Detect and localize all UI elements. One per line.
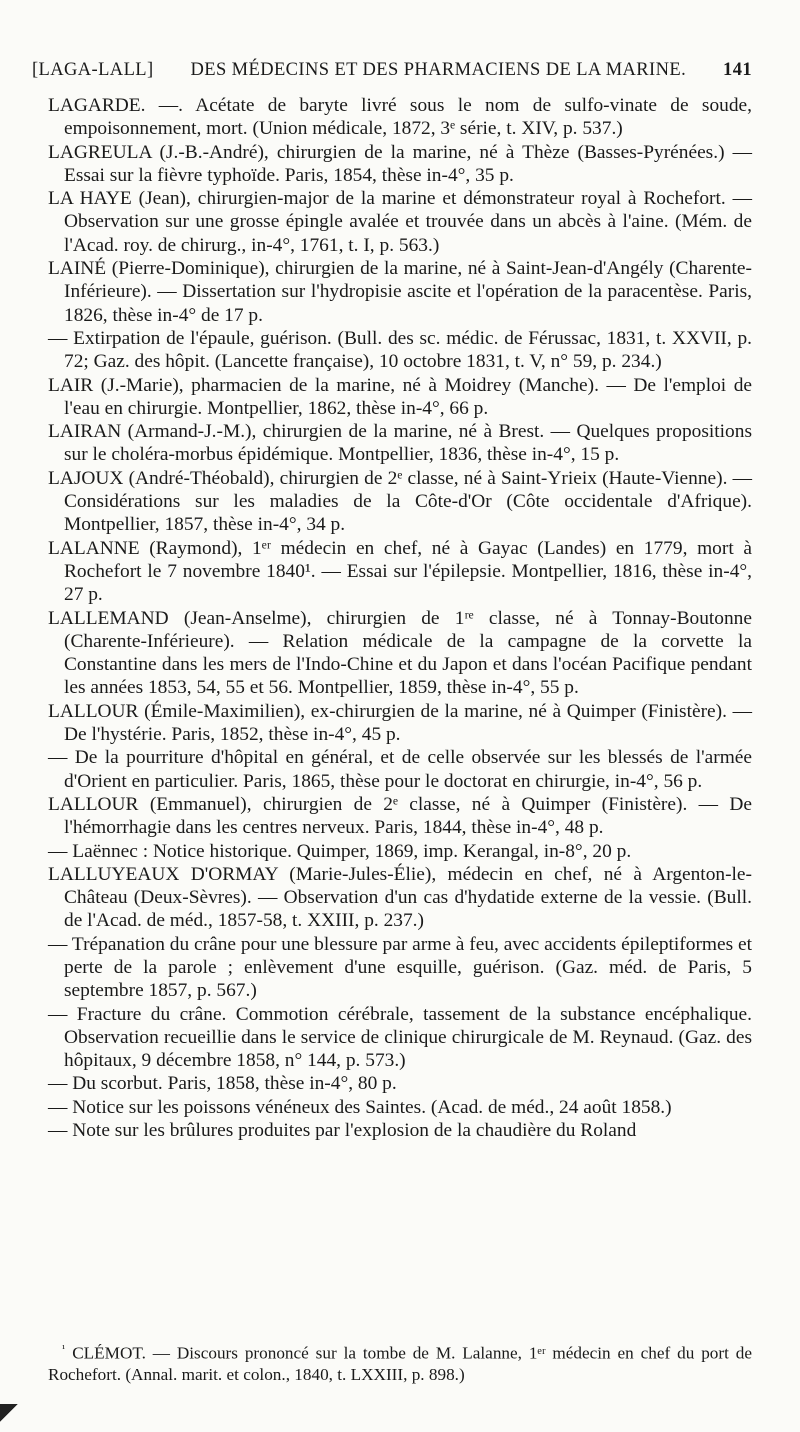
header-section-range: [LAGA-LALL]	[32, 60, 154, 80]
footnote	[48, 1339, 752, 1385]
entry-lagarde: LAGARDE. —. Acétate de baryte livré sous le nom de sulfo-vinate de soude, empoisonnement, mort. (Union médicale, 1872, 3ᵉ série, t. XIV, p. 537.)	[48, 95, 752, 140]
entry-lalluyeaux-4: — Du scorbut. Paris, 1858, thèse in-4°, 80 p.	[48, 1073, 397, 1095]
footnote-marker: ¹	[62, 1343, 66, 1356]
entry-lallour-emmanuel: LALLOUR (Emmanuel), chirurgien de 2ᵉ classe, né à Quimper (Finistère). — De l'hémorrhagie dans les centres nerveux. Paris, 1844, thèse in-4°, 48 p.	[48, 793, 752, 839]
entry-la-haye: LA HAYE (Jean), chirurgien-major de la marine et démonstrateur royal à Rochefort. — Observation sur une grosse épingle avalée et trouvée dans un abcès à l'aine. (Mém. de l'Acad. roy. de chirurg., in-4°, 1761, t. I, p. 563.)	[48, 188, 752, 256]
entry-lallour-emile-2: — De la pourriture d'hôpital en général, et de celle observée sur les blessés de l'armée d'Orient en particulier. Paris, 1865, thèse pour le doctorat en chirurgie, in-4°, 56 p.	[48, 747, 752, 792]
page-number: 141	[723, 60, 752, 80]
entry-lallour-emmanuel-2: — Laënnec : Notice historique. Quimper, 1869, imp. Kerangal, in-8°, 20 p.	[48, 840, 632, 862]
entry-lairan: LAIRAN (Armand-J.-M.), chirurgien de la marine, né à Brest. — Quelques propositions sur le choléra-morbus épidémique. Montpellier, 1836, thèse in-4°, 15 p.	[48, 421, 752, 466]
entry-lallour-emile: LALLOUR (Émile-Maximilien), ex-chirurgien de la marine, né à Quimper (Finistère). — De l'hystérie. Paris, 1852, thèse in-4°, 45 p.	[48, 700, 752, 746]
entry-lair: LAIR (J.-Marie), pharmacien de la marine, né à Moidrey (Manche). — De l'emploi de l'eau en chirurgie. Montpellier, 1862, thèse in-4°, 66 p.	[48, 374, 752, 419]
entry-lalluyeaux: LALLUYEAUX D'ORMAY (Marie-Jules-Élie), médecin en chef, né à Argenton-le-Château (Deux-Sèvres). — Observation d'un cas d'hydatide externe de la vessie. (Bull. de l'Acad. de méd., 1857-58, t. XXIII, p. 237.)	[48, 863, 752, 932]
entry-lalluyeaux-6: — Note sur les brûlures produites par l'explosion de la chaudière du Roland	[48, 1120, 637, 1142]
entry-lalluyeaux-3: — Fracture du crâne. Commotion cérébrale, tassement de la substance encéphalique. Observation recueillie dans le service de clinique chirurgicale de M. Reynaud. (Gaz. des hôpitaux, 9 décembre 1858, n° 144, p. 573.)	[48, 1003, 752, 1072]
running-header	[32, 60, 752, 81]
entry-laine: LAINÉ (Pierre-Dominique), chirurgien de la marine, né à Saint-Jean-d'Angély (Charente-Inférieure). — Dissertation sur l'hydropisie ascite et l'opération de la paracentèse. Paris, 1826, thèse in-4° de 17 p.	[48, 258, 752, 326]
entry-lajoux: LAJOUX (André-Théobald), chirurgien de 2ᵉ classe, né à Saint-Yrieix (Haute-Vienne). — Considérations sur les maladies de la Côte-d'Or (Côte occidentale d'Afrique). Montpellier, 1857, thèse in-4°, 34 p.	[48, 467, 752, 536]
entry-lalanne: LALANNE (Raymond), 1ᵉʳ médecin en chef, né à Gayac (Landes) en 1779, mort à Rochefort le 7 novembre 1840¹. — Essai sur l'épilepsie. Montpellier, 1816, thèse in-4°, 27 p.	[48, 537, 752, 606]
entry-lagreula: LAGREULA (J.-B.-André), chirurgien de la marine, né à Thèze (Basses-Pyrénées.) — Essai sur la fièvre typhoïde. Paris, 1854, thèse in-4°, 35 p.	[48, 141, 752, 186]
entry-lallemand: LALLEMAND (Jean-Anselme), chirurgien de 1ʳᵉ classe, né à Tonnay-Boutonne (Charente-Inférieure). — Relation médicale de la campagne de la corvette la Constantine dans les mers de l'Indo-Chine et du Japon et dans l'océan Pacifique pendant les années 1853, 54, 55 et 56. Montpellier, 1859, thèse in-4°, 55 p.	[48, 607, 752, 699]
entry-laine-2: — Extirpation de l'épaule, guérison. (Bull. des sc. médic. de Férussac, 1831, t. XXVII, p. 72; Gaz. des hôpit. (Lancette française), 10 octobre 1831, t. V, n° 59, p. 234.)	[48, 327, 752, 373]
footnote-text: CLÉMOT. — Discours prononcé sur la tombe de M. Lalanne, 1ᵉʳ médecin en chef du port de Rochefort. (Annal. marit. et colon., 1840, t. LXXIII, p. 898.)	[48, 1343, 752, 1384]
scan-edge-mark	[0, 1404, 18, 1430]
entry-list	[48, 94, 752, 1142]
entry-lalluyeaux-2: — Trépanation du crâne pour une blessure par arme à feu, avec accidents épileptiformes et perte de la parole ; enlèvement d'une esquille, guérison. (Gaz. méd. de Paris, 5 septembre 1857, p. 567.)	[48, 933, 752, 1002]
header-title: DES MÉDECINS ET DES PHARMACIENS DE LA MARINE.	[190, 60, 687, 80]
entry-lalluyeaux-5: — Notice sur les poissons vénéneux des Saintes. (Acad. de méd., 24 août 1858.)	[48, 1096, 672, 1118]
